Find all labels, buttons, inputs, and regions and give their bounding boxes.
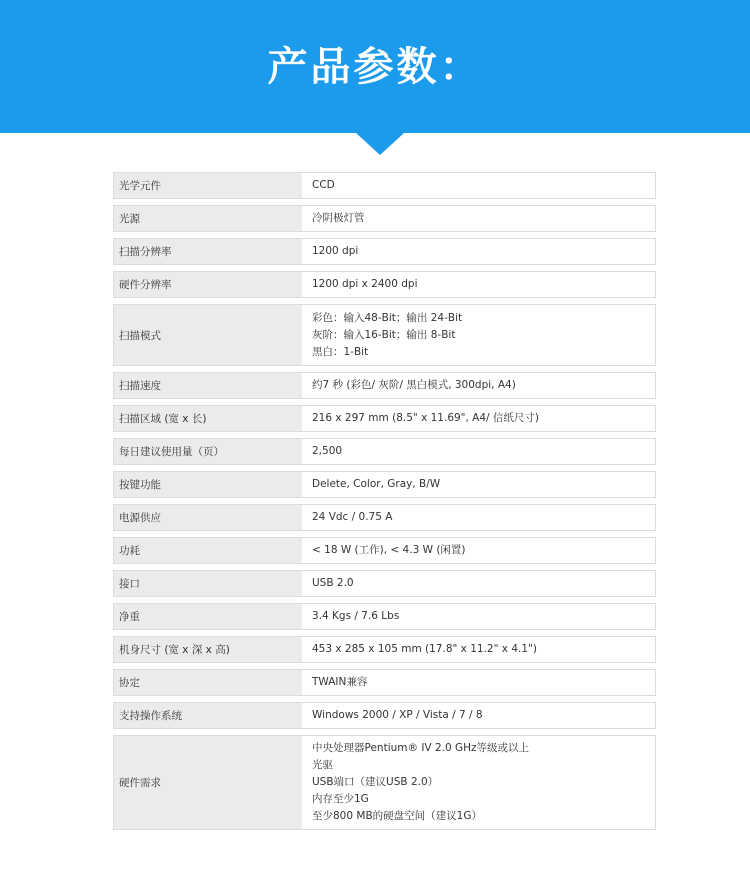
spec-label: 接口 — [114, 571, 302, 596]
spec-value — [306, 703, 655, 728]
spec-value-line: 约7 秒 (彩色/ 灰阶/ 黑白模式, 300dpi, A4) — [312, 379, 516, 391]
spec-label: 光学元件 — [114, 173, 302, 198]
spec-row — [113, 570, 656, 597]
spec-row — [113, 238, 656, 265]
spec-label: 每日建议使用量（页） — [114, 439, 302, 464]
spec-row — [113, 669, 656, 696]
spec-value-line: 1200 dpi x 2400 dpi — [312, 278, 418, 290]
banner-pointer — [356, 133, 404, 155]
spec-value-line: 内存至少1G — [312, 793, 369, 805]
spec-value — [306, 206, 655, 231]
page-title: 产品参数： — [267, 44, 483, 90]
spec-row — [113, 636, 656, 663]
spec-row — [113, 735, 656, 830]
spec-value-line: TWAIN兼容 — [312, 676, 368, 688]
spec-row — [113, 537, 656, 564]
spec-value — [306, 272, 655, 297]
spec-label: 扫描区域 (宽 x 长) — [114, 406, 302, 431]
spec-label: 扫描模式 — [114, 305, 302, 365]
spec-table — [113, 172, 656, 836]
spec-row — [113, 405, 656, 432]
spec-row — [113, 702, 656, 729]
spec-value — [306, 571, 655, 596]
spec-row — [113, 172, 656, 199]
spec-row — [113, 205, 656, 232]
spec-value-line: 光驱 — [312, 759, 333, 771]
spec-value-line: USB 2.0 — [312, 577, 354, 589]
spec-value-line: 黑白：1-Bit — [312, 345, 369, 358]
spec-value-line: Windows 2000 / XP / Vista / 7 / 8 — [312, 709, 483, 721]
spec-value — [306, 604, 655, 629]
spec-value-line: 453 x 285 x 105 mm (17.8" x 11.2" x 4.1") — [312, 643, 537, 655]
spec-value — [306, 472, 655, 497]
spec-value — [306, 670, 655, 695]
spec-value — [306, 736, 655, 829]
spec-value-line: < 18 W (工作), < 4.3 W (闲置) — [312, 544, 466, 556]
spec-value-line: 中央处理器Pentium® IV 2.0 GHz等级或以上 — [312, 742, 530, 754]
spec-label: 功耗 — [114, 538, 302, 563]
spec-value — [306, 305, 655, 365]
spec-value — [306, 406, 655, 431]
spec-value — [306, 505, 655, 530]
spec-row — [113, 372, 656, 399]
spec-value-line: 灰阶：输入16-Bit；输出 8-Bit — [312, 328, 456, 341]
spec-label: 硬件分辨率 — [114, 272, 302, 297]
spec-value-line: 至少800 MB的硬盘空间（建议1G） — [312, 810, 482, 822]
spec-value-line: 2,500 — [312, 445, 343, 457]
spec-value — [306, 373, 655, 398]
spec-value-line: 3.4 Kgs / 7.6 Lbs — [312, 610, 400, 622]
spec-value — [306, 538, 655, 563]
spec-label: 硬件需求 — [114, 736, 302, 829]
spec-value — [306, 173, 655, 198]
spec-label: 按键功能 — [114, 472, 302, 497]
spec-value-line: CCD — [312, 179, 335, 191]
spec-row — [113, 504, 656, 531]
spec-label: 机身尺寸 (宽 x 深 x 高) — [114, 637, 302, 662]
spec-label: 支持操作系统 — [114, 703, 302, 728]
spec-value-line: 1200 dpi — [312, 245, 359, 257]
spec-value-line: 216 x 297 mm (8.5" x 11.69", A4/ 信纸尺寸) — [312, 412, 540, 424]
spec-label: 电源供应 — [114, 505, 302, 530]
spec-label: 净重 — [114, 604, 302, 629]
spec-row — [113, 471, 656, 498]
spec-value-line: Delete, Color, Gray, B/W — [312, 478, 441, 490]
spec-value-line: 彩色：输入48-Bit；输出 24-Bit — [312, 311, 463, 324]
spec-label: 协定 — [114, 670, 302, 695]
spec-label: 扫描分辨率 — [114, 239, 302, 264]
spec-label: 光源 — [114, 206, 302, 231]
spec-value — [306, 239, 655, 264]
spec-value-line: USB端口（建议USB 2.0） — [312, 776, 439, 788]
spec-row — [113, 271, 656, 298]
spec-value — [306, 439, 655, 464]
spec-row — [113, 603, 656, 630]
spec-value-line: 24 Vdc / 0.75 A — [312, 511, 393, 523]
spec-row — [113, 438, 656, 465]
spec-label: 扫描速度 — [114, 373, 302, 398]
spec-row — [113, 304, 656, 366]
spec-value-line: 冷阴极灯管 — [312, 212, 365, 224]
spec-value — [306, 637, 655, 662]
header-banner — [0, 0, 750, 133]
